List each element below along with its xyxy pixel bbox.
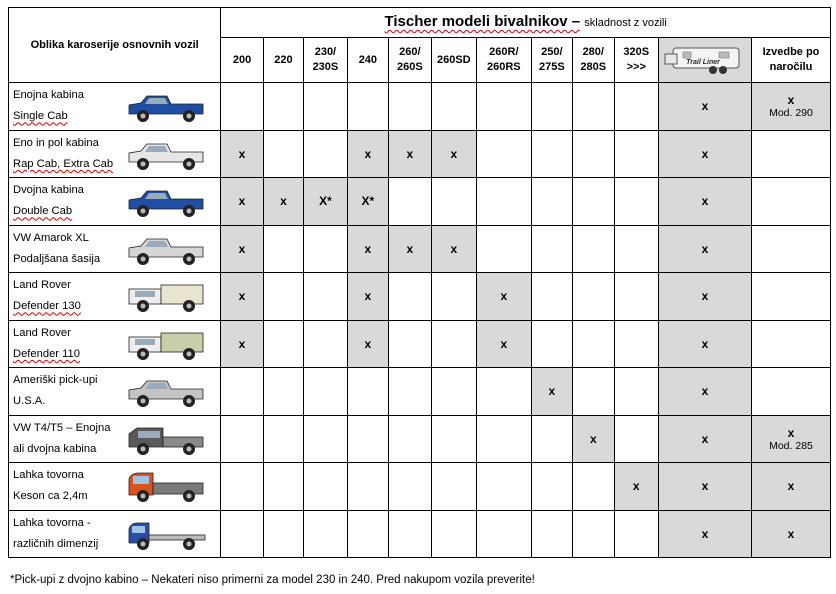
compat-cell <box>573 320 614 368</box>
defender-110-icon <box>123 325 209 363</box>
compat-cell <box>263 178 303 226</box>
vehicle-label-line1: Dvojna kabina <box>13 184 84 197</box>
compat-cell <box>751 178 830 226</box>
compat-mark: x <box>589 431 597 446</box>
compat-cell <box>221 225 263 273</box>
compat-cell <box>431 273 476 321</box>
model-header-9 <box>614 38 658 83</box>
model-label-line: 260S <box>396 61 423 73</box>
compat-mark: x <box>238 194 246 209</box>
vehicle-label-line2: ali dvojna kabina <box>13 442 97 455</box>
compat-cell <box>304 178 347 226</box>
compat-cell <box>531 83 572 131</box>
compat-cell <box>614 320 658 368</box>
compat-cell <box>347 510 388 558</box>
vehicle-label-line2: Defender 110 <box>13 347 80 360</box>
compat-cell <box>304 83 347 131</box>
compat-cell <box>658 463 751 511</box>
compat-cell <box>751 225 830 273</box>
model-header-7 <box>531 38 572 83</box>
model-header-6 <box>477 38 532 83</box>
compat-mark: x <box>500 289 508 304</box>
vehicle-label-line2: Single Cab <box>13 110 68 123</box>
compat-cell <box>477 320 532 368</box>
footnote: *Pick-upi z dvojno kabino – Nekateri niso primerni za model 230 in 240. Pred nakupom vozila preverite! <box>10 574 535 586</box>
trailer-logo-text: Trail Liner <box>686 59 720 66</box>
compat-mark: x <box>787 425 795 440</box>
title-main: Tischer modeli bivalnikov – <box>384 13 581 30</box>
compat-mark: x <box>364 289 372 304</box>
vehicle-cell <box>9 320 221 368</box>
model-label-line: 280S <box>580 61 607 73</box>
compat-cell <box>614 273 658 321</box>
compat-cell <box>221 178 263 226</box>
compat-cell <box>347 225 388 273</box>
compat-mark: x <box>701 384 709 399</box>
compat-cell <box>431 130 476 178</box>
vehicle-label-line2: Double Cab <box>13 205 73 218</box>
compat-mark: x <box>238 336 246 351</box>
double-cab-pickup-icon <box>123 182 209 220</box>
model-note: Mod. 285 <box>769 439 813 452</box>
compat-cell <box>347 178 388 226</box>
model-label-line: naročilu <box>769 61 813 73</box>
compat-cell <box>389 463 431 511</box>
compat-cell <box>263 130 303 178</box>
compat-cell <box>431 83 476 131</box>
compat-cell <box>751 320 830 368</box>
compat-cell <box>221 368 263 416</box>
compat-cell <box>389 273 431 321</box>
custom-header <box>751 38 830 83</box>
table-row <box>9 320 831 368</box>
compat-cell <box>221 510 263 558</box>
compat-cell <box>263 368 303 416</box>
vehicle-label-line1: VW T4/T5 – Enojna <box>13 421 111 434</box>
compat-mark: x <box>701 194 709 209</box>
compat-mark: x <box>238 146 246 161</box>
compat-cell <box>304 368 347 416</box>
vehicle-label-line1: Land Rover <box>13 326 71 339</box>
corner-header: Oblika karoserije osnovnih vozil <box>9 8 221 83</box>
model-label-line: 260RS <box>487 61 521 73</box>
vehicle-cell <box>9 225 221 273</box>
table-row <box>9 273 831 321</box>
compat-cell <box>304 130 347 178</box>
compat-cell <box>477 463 532 511</box>
compatibility-table <box>8 7 831 558</box>
compat-cell <box>221 463 263 511</box>
compat-cell <box>614 225 658 273</box>
model-header-2 <box>304 38 347 83</box>
vehicle-label-line1: Enojna kabina <box>13 89 84 102</box>
vehicle-label-line1: Land Rover <box>13 279 71 292</box>
compat-cell <box>263 320 303 368</box>
compat-cell <box>347 273 388 321</box>
compat-mark: x <box>238 289 246 304</box>
title-sub: skladnost z vozili <box>584 17 667 29</box>
compat-cell <box>658 415 751 463</box>
compat-cell <box>431 368 476 416</box>
compat-cell <box>263 273 303 321</box>
model-label-line: 280/ <box>582 46 604 58</box>
compat-cell <box>389 368 431 416</box>
compat-cell <box>658 130 751 178</box>
single-cab-pickup-icon <box>123 87 209 125</box>
compat-mark: x <box>701 336 709 351</box>
compat-cell <box>389 320 431 368</box>
compat-cell <box>347 320 388 368</box>
compat-mark: x <box>701 146 709 161</box>
vehicle-image <box>121 86 211 126</box>
compat-cell <box>614 510 658 558</box>
compat-cell <box>347 83 388 131</box>
model-label-line: 260R/ <box>489 46 519 58</box>
table-body <box>9 83 831 558</box>
table-row <box>9 83 831 131</box>
compat-mark: x <box>364 146 372 161</box>
compat-cell <box>751 463 830 511</box>
compat-mark: x <box>548 384 556 399</box>
model-label-line: 260SD <box>436 53 471 66</box>
compat-cell <box>531 225 572 273</box>
compat-cell <box>431 320 476 368</box>
compat-mark: x <box>701 289 709 304</box>
compat-cell <box>389 225 431 273</box>
compat-cell <box>263 510 303 558</box>
compat-mark: x <box>632 479 640 494</box>
compat-mark: x <box>280 194 287 209</box>
compat-cell <box>658 510 751 558</box>
compat-cell <box>304 510 347 558</box>
model-label-line: 260/ <box>399 46 421 58</box>
compat-mark: x <box>406 241 414 256</box>
table-row <box>9 178 831 226</box>
vehicle-cell <box>9 463 221 511</box>
compat-cell <box>658 83 751 131</box>
table-row <box>9 415 831 463</box>
compat-cell <box>573 510 614 558</box>
vehicle-image <box>121 181 211 221</box>
vehicle-label-line1: Lahka tovorna - <box>13 516 91 529</box>
compat-cell <box>263 463 303 511</box>
compat-cell <box>389 415 431 463</box>
compat-cell <box>304 320 347 368</box>
trailer-logo-icon <box>663 42 747 78</box>
table-title <box>221 8 831 38</box>
compat-cell <box>531 415 572 463</box>
vehicle-cell <box>9 368 221 416</box>
compat-cell <box>431 463 476 511</box>
model-label-line: 320S <box>623 46 650 58</box>
compat-mark: x <box>701 431 709 446</box>
model-label-line: 230/ <box>314 46 337 58</box>
compat-cell <box>389 178 431 226</box>
compat-cell <box>751 130 830 178</box>
compat-cell <box>658 273 751 321</box>
model-note: Mod. 290 <box>769 107 813 120</box>
amarok-pickup-icon <box>123 230 209 268</box>
vehicle-cell <box>9 510 221 558</box>
compat-cell <box>221 83 263 131</box>
vw-transporter-icon <box>123 420 209 458</box>
trailer-header <box>658 38 751 83</box>
compat-cell <box>531 130 572 178</box>
compat-cell <box>389 83 431 131</box>
table-row <box>9 225 831 273</box>
model-label-line: >>> <box>626 61 646 73</box>
compat-mark: x <box>787 479 795 494</box>
compat-cell <box>263 415 303 463</box>
compat-mark: x <box>787 526 795 541</box>
compat-mark: x <box>787 93 795 108</box>
vehicle-label-line1: Ameriški pick-upi <box>13 374 98 387</box>
compat-cell <box>221 415 263 463</box>
model-header-1 <box>263 38 303 83</box>
compat-cell <box>477 273 532 321</box>
table-row <box>9 510 831 558</box>
model-header-8 <box>573 38 614 83</box>
compat-cell <box>614 368 658 416</box>
compat-cell <box>347 130 388 178</box>
vehicle-label-line2: Defender 130 <box>13 300 81 313</box>
compat-cell <box>347 463 388 511</box>
compat-cell <box>263 83 303 131</box>
compat-cell <box>477 130 532 178</box>
compat-cell <box>304 415 347 463</box>
compat-cell <box>347 415 388 463</box>
vehicle-cell <box>9 415 221 463</box>
compat-cell <box>573 83 614 131</box>
compat-cell <box>477 225 532 273</box>
compat-cell <box>573 463 614 511</box>
compat-cell <box>531 320 572 368</box>
vehicle-image <box>121 134 211 174</box>
vehicle-cell <box>9 83 221 131</box>
vehicle-image <box>121 419 211 459</box>
vehicle-label-line2: Podaljšana šasija <box>13 252 101 265</box>
vehicle-image <box>121 276 211 316</box>
compatibility-table-sheet <box>8 7 831 558</box>
model-header-5 <box>431 38 476 83</box>
compat-cell <box>304 225 347 273</box>
compat-mark: x <box>406 146 414 161</box>
model-label-line: 250/ <box>541 46 563 58</box>
compat-cell <box>658 368 751 416</box>
compat-cell <box>263 225 303 273</box>
compat-cell <box>531 273 572 321</box>
compat-cell <box>347 368 388 416</box>
compat-mark: x <box>701 241 709 256</box>
compat-cell <box>477 510 532 558</box>
compat-mark: x <box>238 241 246 256</box>
compat-cell <box>573 415 614 463</box>
model-label-line: 200 <box>232 53 252 66</box>
vehicle-label-line1: VW Amarok XL <box>13 231 89 244</box>
model-label-line: Izvedbe po <box>762 46 820 58</box>
compat-mark: x <box>701 479 709 494</box>
compat-cell <box>477 415 532 463</box>
vehicle-image <box>121 229 211 269</box>
compat-cell <box>573 273 614 321</box>
compat-cell <box>751 510 830 558</box>
defender-130-icon <box>123 277 209 315</box>
compat-cell <box>531 178 572 226</box>
compat-cell <box>614 178 658 226</box>
compat-cell <box>751 368 830 416</box>
compat-cell <box>573 225 614 273</box>
compat-mark: x <box>364 336 372 351</box>
model-label-line: 240 <box>358 53 378 66</box>
compat-cell <box>431 178 476 226</box>
compat-cell <box>221 130 263 178</box>
compat-cell <box>573 130 614 178</box>
compat-cell <box>221 273 263 321</box>
vehicle-cell <box>9 178 221 226</box>
compat-cell <box>221 320 263 368</box>
compat-cell <box>477 178 532 226</box>
compat-cell <box>751 273 830 321</box>
vehicle-image <box>121 514 211 554</box>
vehicle-label-line1: Eno in pol kabina <box>13 136 99 149</box>
us-pickup-icon <box>123 372 209 410</box>
compat-cell <box>304 463 347 511</box>
vehicle-label-line1: Lahka tovorna <box>13 469 84 482</box>
compat-cell <box>658 178 751 226</box>
model-header-0 <box>221 38 263 83</box>
compat-cell <box>304 273 347 321</box>
compat-cell <box>431 225 476 273</box>
compat-cell <box>751 415 830 463</box>
table-row <box>9 130 831 178</box>
compat-cell <box>431 415 476 463</box>
compat-cell <box>614 83 658 131</box>
vehicle-label-line2: Keson ca 2,4m <box>13 490 88 503</box>
compat-cell <box>431 510 476 558</box>
compat-mark: x <box>450 241 458 256</box>
flatbed-truck-icon <box>123 515 209 553</box>
compat-mark: x <box>500 336 508 351</box>
compat-cell <box>614 463 658 511</box>
table-row <box>9 368 831 416</box>
model-header-3 <box>347 38 388 83</box>
vehicle-label-line2: različnih dimenzij <box>13 537 99 550</box>
compat-cell <box>614 415 658 463</box>
compat-cell <box>477 83 532 131</box>
vehicle-cell <box>9 130 221 178</box>
compat-mark: x <box>701 99 709 114</box>
compat-mark: x <box>364 241 372 256</box>
compat-cell <box>573 178 614 226</box>
compat-mark: x <box>450 146 458 161</box>
compat-cell <box>531 463 572 511</box>
light-truck-icon <box>123 467 209 505</box>
vehicle-image <box>121 324 211 364</box>
compat-mark: x <box>701 526 709 541</box>
compat-cell <box>658 320 751 368</box>
vehicle-label-line2: Rap Cab, Extra Cab <box>13 157 114 170</box>
vehicle-cell <box>9 273 221 321</box>
compat-cell <box>614 130 658 178</box>
vehicle-image <box>121 466 211 506</box>
compat-mark: X* <box>319 194 332 209</box>
model-label-line: 230S <box>312 61 339 73</box>
vehicle-label-line2: U.S.A. <box>13 395 46 408</box>
compat-cell <box>477 368 532 416</box>
model-label-line: 220 <box>274 53 293 66</box>
compat-cell <box>389 510 431 558</box>
model-label-line: 275S <box>538 61 565 73</box>
compat-cell <box>531 510 572 558</box>
extra-cab-pickup-icon <box>123 135 209 173</box>
model-header-4 <box>389 38 431 83</box>
table-row <box>9 463 831 511</box>
compat-cell <box>573 368 614 416</box>
compat-cell <box>658 225 751 273</box>
compat-cell <box>751 83 830 131</box>
compat-mark: X* <box>361 194 375 209</box>
compat-cell <box>389 130 431 178</box>
compat-cell <box>531 368 572 416</box>
vehicle-image <box>121 371 211 411</box>
